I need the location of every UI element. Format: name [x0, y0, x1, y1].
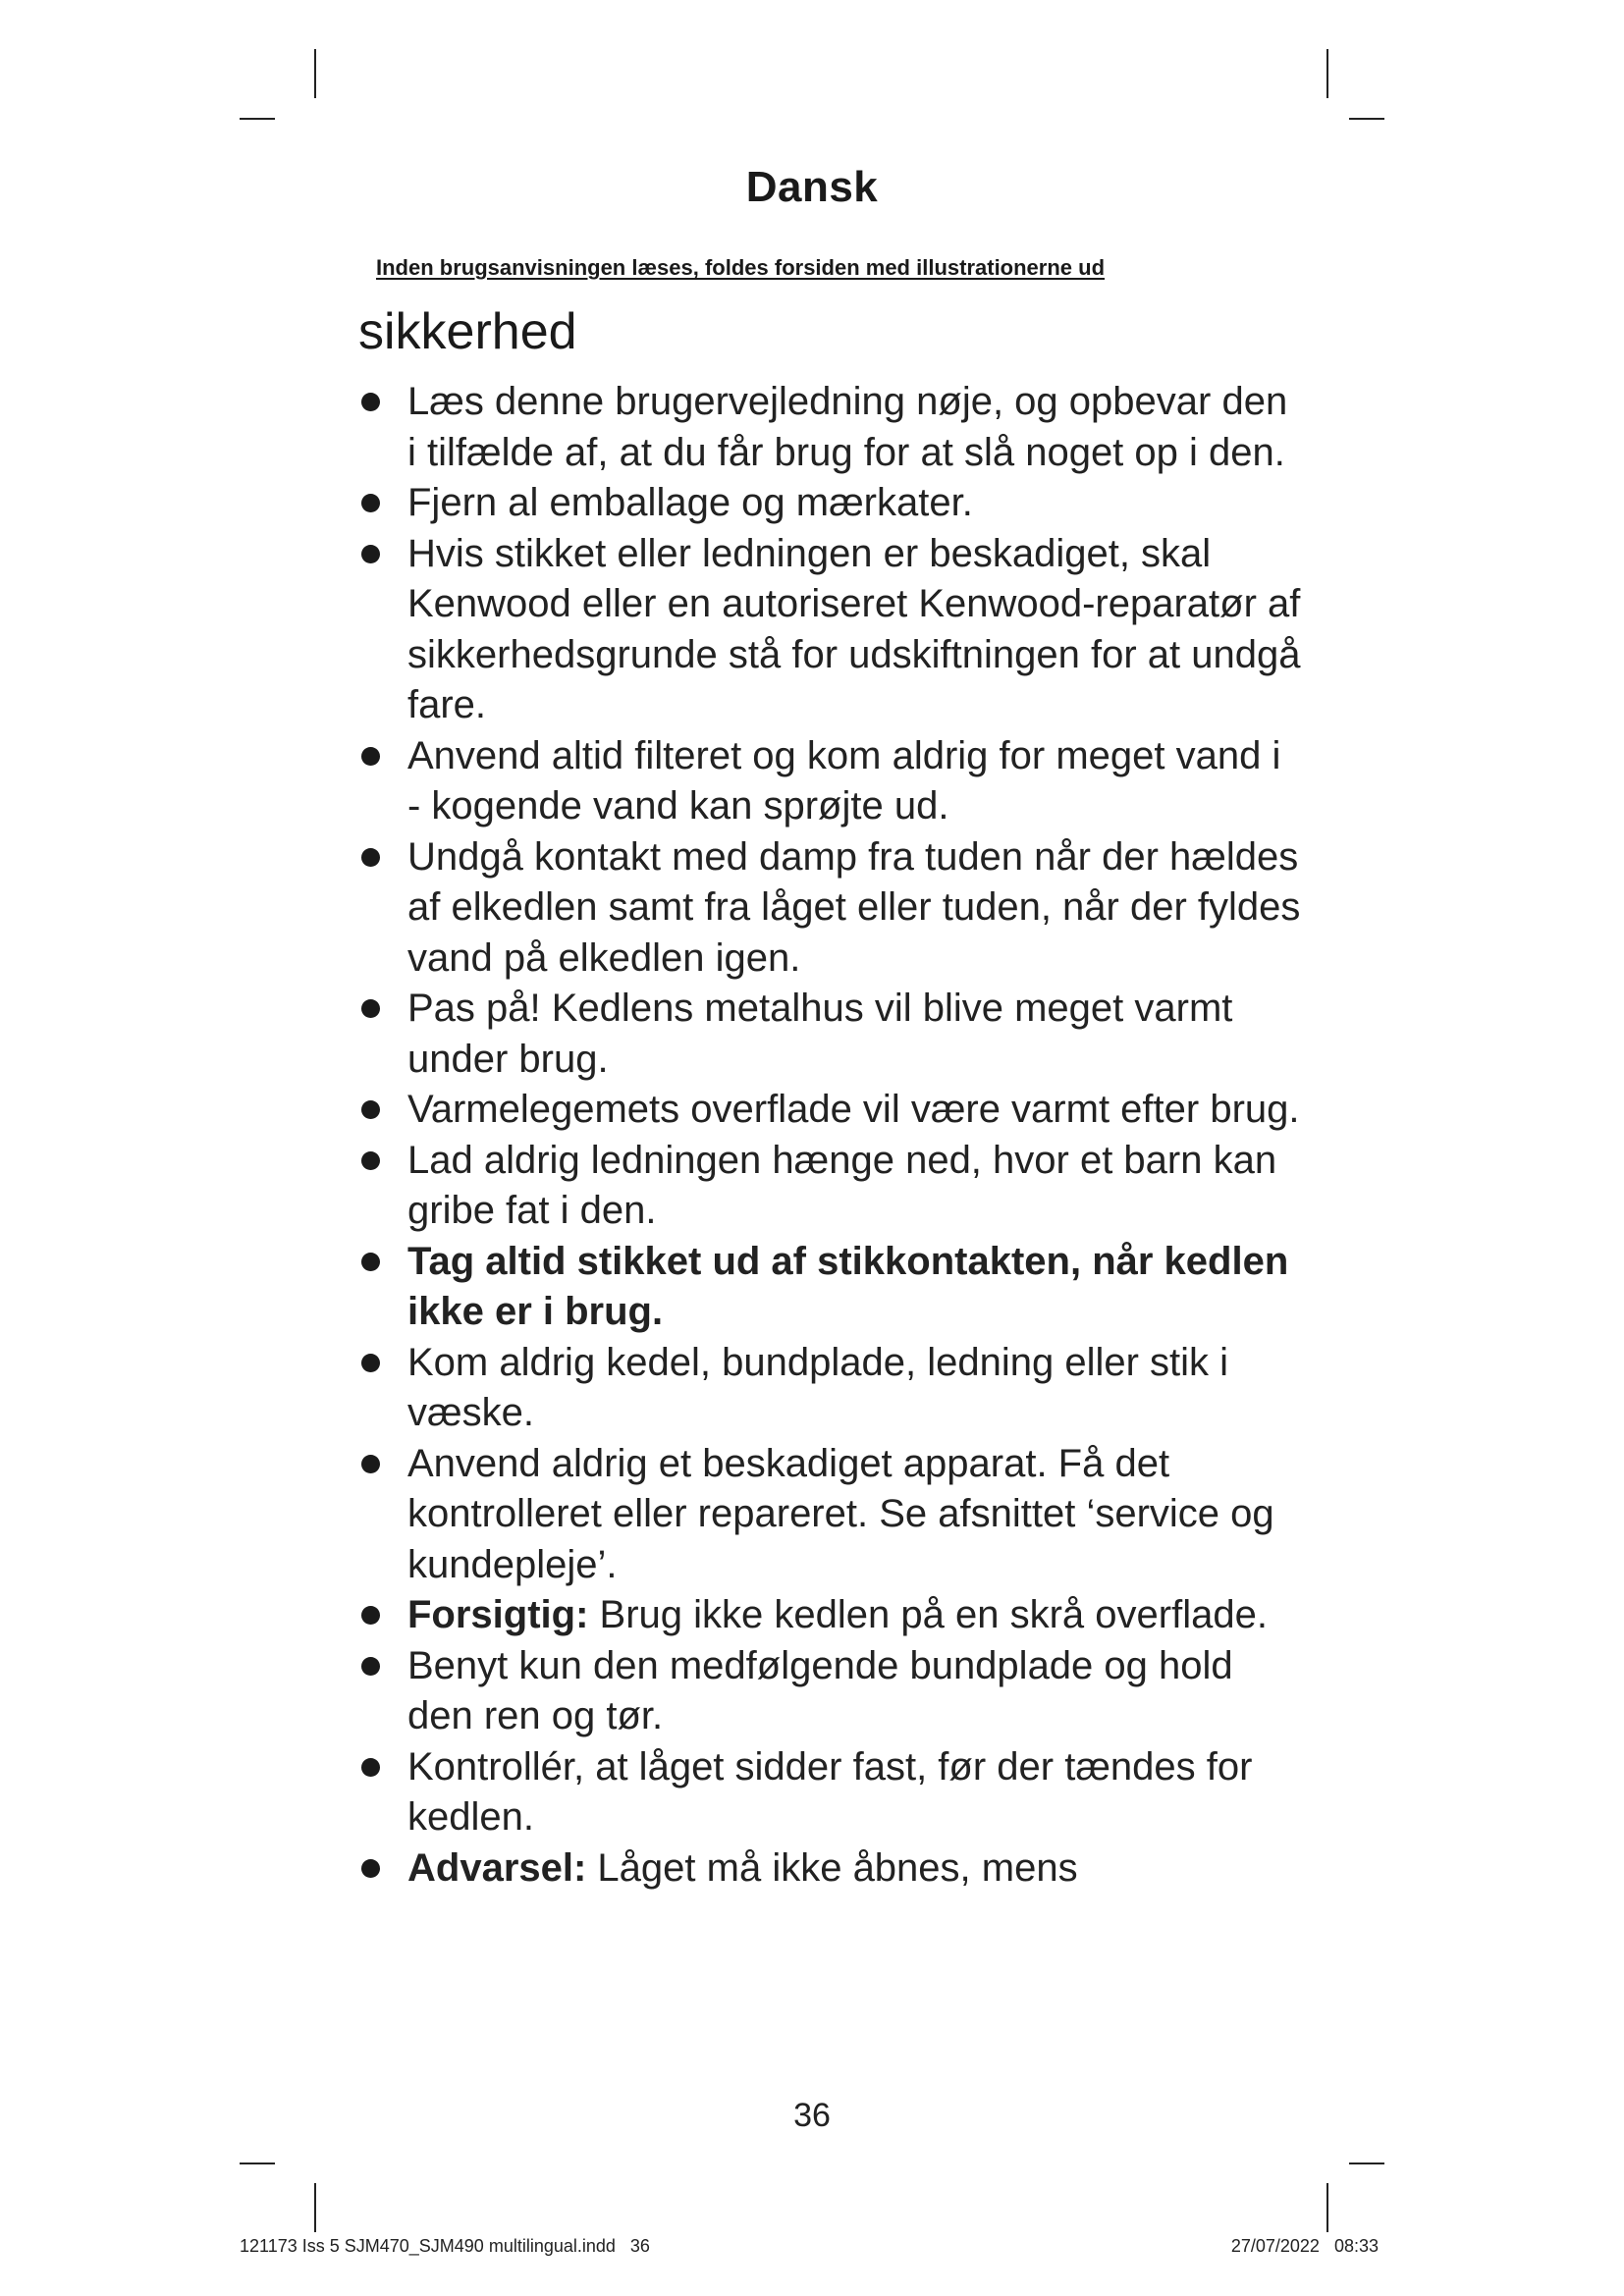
item-text: Benyt kun den medfølgende bundplade og hold den ren og tør. — [407, 1643, 1233, 1737]
bullet-icon — [361, 393, 380, 411]
footer-datetime: 27/07/2022 08:33 — [1230, 2236, 1379, 2256]
crop-mark — [1326, 49, 1328, 98]
item-text: Hvis stikket eller ledningen er beskadiget, skal Kenwood eller en autoriseret Kenwood-reparatør af sikkerhedsgrunde stå for udskiftningen for at undgå fare. — [407, 531, 1301, 726]
bullet-icon — [361, 1758, 380, 1777]
crop-mark — [240, 118, 275, 120]
item-lead: Forsigtig: — [407, 1593, 589, 1636]
list-item — [358, 1136, 1301, 1237]
crop-mark — [240, 2163, 275, 2164]
list-item — [358, 984, 1301, 1085]
item-text: Lad aldrig ledningen hænge ned, hvor et barn kan gribe fat i den. — [407, 1138, 1277, 1232]
item-text: Undgå kontakt med damp fra tuden når der hældes af elkedlen samt fra låget eller tuden, når der fyldes vand på elkedlen igen. — [407, 834, 1301, 980]
bullet-icon — [361, 747, 380, 766]
bullet-icon — [361, 1657, 380, 1676]
item-text: Fjern al emballage og mærkater. — [407, 481, 973, 524]
crop-mark — [1349, 2163, 1384, 2164]
safety-list — [358, 377, 1301, 1894]
bullet-icon — [361, 494, 380, 512]
list-item — [358, 1439, 1301, 1591]
bullet-icon — [361, 1151, 380, 1170]
list-item — [358, 529, 1301, 731]
bullet-icon — [361, 1455, 380, 1473]
section-title: sikkerhed — [358, 303, 577, 360]
item-text: Anvend altid filteret og kom aldrig for meget vand i - kogende vand kan sprøjte ud. — [407, 733, 1281, 828]
bullet-icon — [361, 545, 380, 563]
item-text: Kom aldrig kedel, bundplade, ledning eller stik i væske. — [407, 1340, 1229, 1434]
list-item — [358, 832, 1301, 985]
item-text: Pas på! Kedlens metalhus vil blive meget varmt under brug. — [407, 987, 1233, 1081]
item-text: Tag altid stikket ud af stikkontakten, når kedlen ikke er i brug. — [407, 1239, 1289, 1333]
crop-mark — [1349, 118, 1384, 120]
bullet-icon — [361, 999, 380, 1018]
bullet-icon — [361, 1859, 380, 1878]
fold-out-instruction: Inden brugsanvisningen læses, foldes forsiden med illustrationerne ud — [376, 255, 1106, 280]
item-text: Kontrollér, at låget sidder fast, før der tændes for kedlen. — [407, 1744, 1253, 1839]
list-item — [358, 1590, 1301, 1641]
crop-mark — [1326, 2183, 1328, 2232]
list-item — [358, 1742, 1301, 1843]
crop-mark — [314, 49, 316, 98]
list-item — [358, 1085, 1301, 1136]
bullet-icon — [361, 848, 380, 867]
list-item-emphasized — [358, 1237, 1301, 1338]
item-text: Låget må ikke åbnes, mens — [586, 1845, 1078, 1890]
list-item — [358, 478, 1301, 529]
item-text: Læs denne brugervejledning nøje, og opbevar den i tilfælde af, at du får brug for at slå noget op i den. — [407, 380, 1288, 474]
item-lead: Advarsel: — [407, 1845, 587, 1890]
item-text: Anvend aldrig et beskadiget apparat. Få det kontrolleret eller repareret. Se afsnittet ‘service og kundepleje’. — [407, 1441, 1274, 1586]
bullet-icon — [361, 1606, 380, 1625]
footer-file-info: 121173 Iss 5 SJM470_SJM490 multilingual.indd 36 — [240, 2236, 650, 2256]
page-number: 36 — [793, 2097, 831, 2134]
item-text: Brug ikke kedlen på en skrå overflade. — [588, 1593, 1268, 1636]
list-item — [358, 1641, 1301, 1742]
list-item — [358, 731, 1301, 832]
list-item — [358, 1338, 1301, 1439]
language-heading: Dansk — [745, 163, 879, 211]
list-item — [358, 377, 1301, 478]
bullet-icon — [361, 1100, 380, 1119]
crop-mark — [314, 2183, 316, 2232]
bullet-icon — [361, 1354, 380, 1372]
item-text: Varmelegemets overflade vil være varmt efter brug. — [407, 1088, 1300, 1131]
bullet-icon — [361, 1253, 380, 1271]
list-item — [358, 1843, 1301, 1895]
